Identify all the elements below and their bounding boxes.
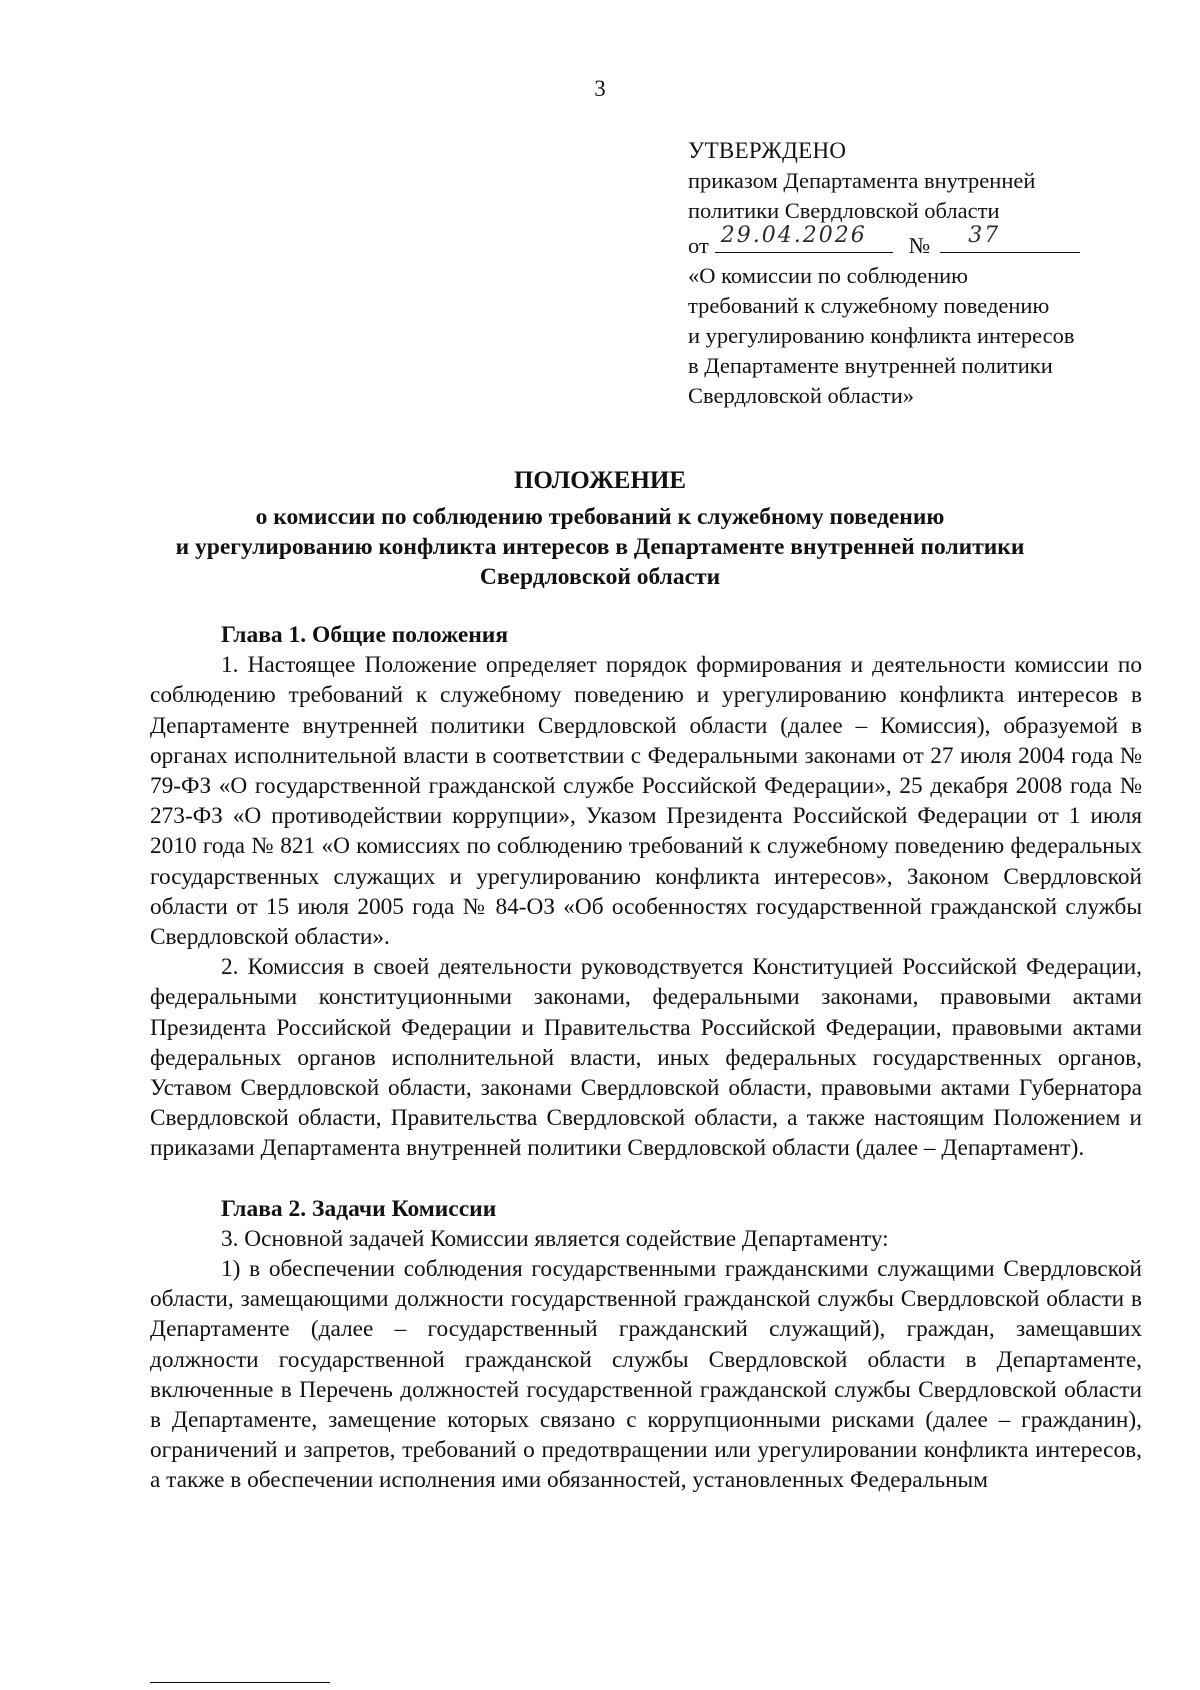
paragraph-1: 1. Настоящее Положение определяет порядок формирования и деятельности комиссии по соблюдению требований к служебному поведению и урегулированию конфликта интересов в Департаменте внутренней политики Свердловской области (далее – Комиссия), образуемой в органах исполнительной власти в соответствии с Федеральными законами от 27 июля 2004 года № 79-ФЗ «О государственной гражданской службе Российской Федерации», 25 декабря 2008 года № 273-ФЗ «О противодействии коррупции», Указом Президента Российской Федерации от 1 июля 2010 года № 821 «О комиссиях по соблюдению требований к служебному поведению федеральных государственных служащих и урегулированию конфликта интересов», Законом Свердловской области от 15 июля 2005 года № 84-ОЗ «Об особенностях государственной гражданской службы Свердловской области». — [150, 652, 1142, 951]
approval-subject-line: «О комиссии по соблюдению — [688, 263, 968, 288]
date-prefix: от — [688, 233, 709, 258]
approval-subject-line: в Департаменте внутренней политики — [688, 353, 1053, 378]
approval-subject-line: требований к служебному поведению — [688, 293, 1050, 318]
footnote-divider — [150, 1682, 330, 1683]
handwritten-number: 37 — [968, 223, 1001, 248]
title-line: и урегулированию конфликта интересов в Департаменте внутренней политики — [175, 534, 1025, 560]
date-blank — [715, 223, 893, 253]
number-sign: № — [908, 233, 931, 258]
approval-stamp-block — [688, 136, 1158, 411]
approval-line-2: политики Свердловской области — [688, 198, 1000, 223]
approval-subject-line: Свердловской области» — [688, 383, 915, 408]
chapter-2-heading: Глава 2. Задачи Комиссии — [221, 1195, 497, 1222]
document-body — [150, 620, 1142, 1496]
handwritten-date: 29.04.2026 — [720, 223, 867, 248]
title-line: Свердловской области — [479, 564, 721, 590]
paragraph-3: 3. Основной задачей Комиссии является содействие Департаменту: — [221, 1225, 889, 1252]
title-main: ПОЛОЖЕНИЕ — [513, 467, 687, 494]
approval-date-line — [688, 223, 1158, 261]
approval-subject-line: и урегулированию конфликта интересов — [688, 323, 1075, 348]
chapter-1-heading: Глава 1. Общие положения — [221, 622, 509, 648]
document-title — [0, 466, 1200, 592]
title-line: о комиссии по соблюдению требований к служебному поведению — [255, 504, 945, 530]
paragraph-2: 2. Комиссия в своей деятельности руководствуется Конституцией Российской Федерации, федеральными конституционными законами, федеральными законами, правовыми актами Президента Российской Федерации и Правительства Российской Федерации, правовыми актами федеральных органов исполнительной власти, иных федеральных государственных органов, Уставом Свердловской области, законами Свердловской области, правовыми актами Губернатора Свердловской области, Правительства Свердловской области, а также настоящим Положением и приказами Департамента внутренней политики Свердловской области (далее – Департамент). — [150, 954, 1142, 1162]
paragraph-3-1: 1) в обеспечении соблюдения государственными гражданскими служащими Свердловской области, замещающими должности государственной гражданской службы Свердловской области в Департаменте (далее – государственный гражданский служащий), граждан, замещавших должности государственной гражданской службы Свердловской области в Департаменте, включенные в Перечень должностей государственной гражданской службы Свердловской области в Департаменте, замещение которых связано с коррупционными рисками (далее – гражданин), ограничений и запретов, требований о предотвращении или урегулировании конфликта интересов, а также в обеспечении исполнения ими обязанностей, установленных Федеральным — [150, 1256, 1142, 1494]
approval-word: УТВЕРЖДЕНО — [688, 138, 847, 163]
page-number: 3 — [594, 76, 606, 101]
approval-line-1: приказом Департамента внутренней — [688, 168, 1036, 193]
number-blank — [940, 223, 1080, 253]
